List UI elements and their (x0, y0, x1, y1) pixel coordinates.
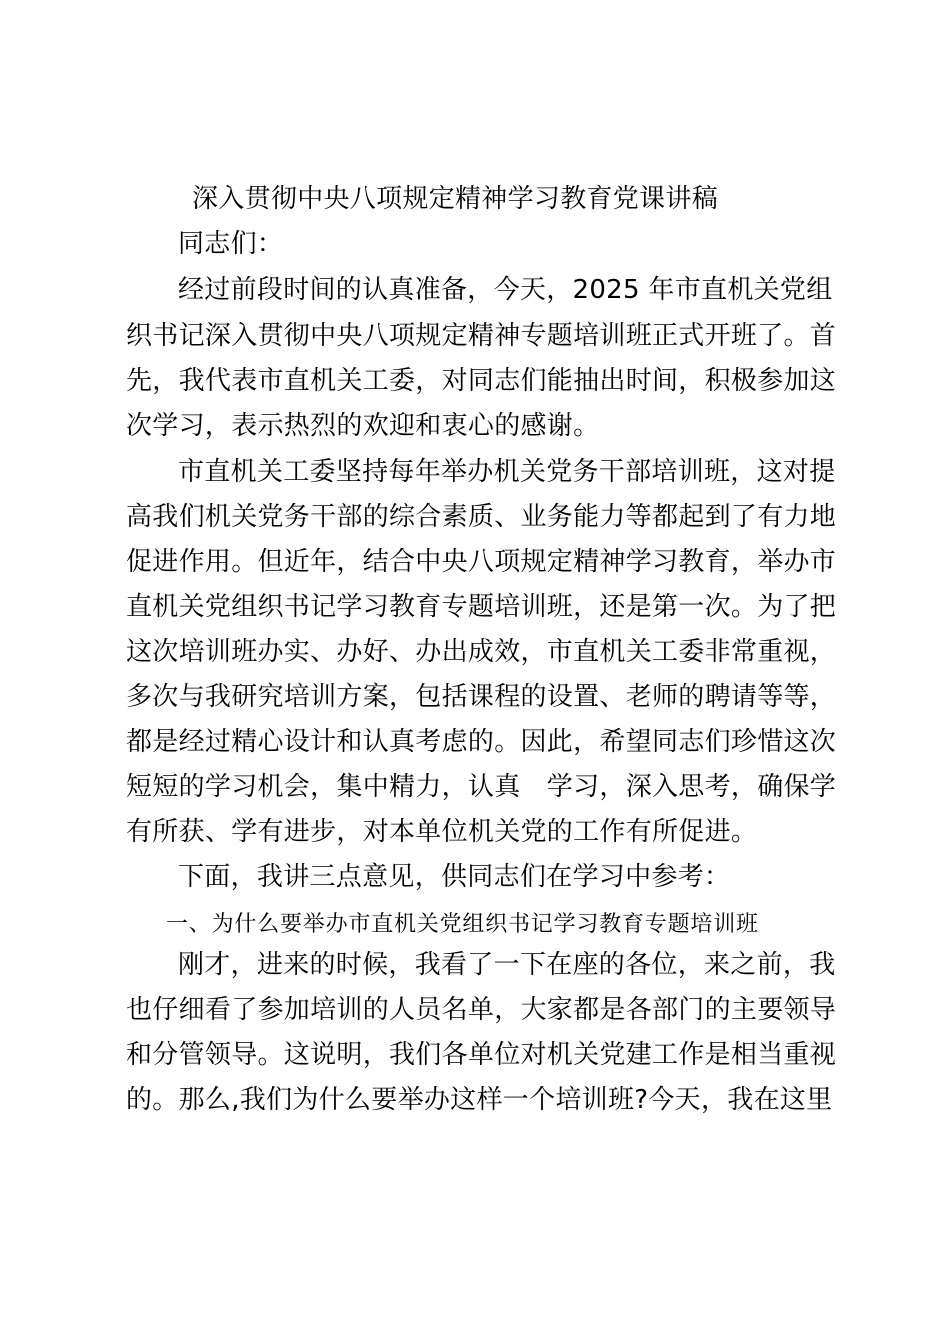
salutation-line: 同志们： (178, 229, 284, 259)
paragraph-line: 的。那么,我们为什么要举办这样一个培训班?今天，我在这里 (126, 1085, 833, 1115)
paragraph-line: 促进作用。但近年，结合中央八项规定精神学习教育，举办市 (126, 547, 837, 577)
paragraph-line: 都是经过精心设计和认真考虑的。因此，希望同志们珍惜这次 (126, 727, 837, 757)
paragraph-line: 刚才，进来的时候，我看了一下在座的各位，来之前，我 (178, 950, 836, 980)
document-title: 深入贯彻中央八项规定精神学习教育党课讲稿 (192, 184, 719, 214)
paragraph-line: 下面，我讲三点意见，供同志们在学习中参考： (178, 862, 731, 892)
paragraph-line: 短短的学习机会，集中精力，认真 学习，深入思考，确保学 (126, 772, 837, 802)
paragraph-line: 这次培训班办实、办好、办出成效，市直机关工委非常重视， (126, 637, 837, 667)
section-heading: 一、为什么要举办市直机关党组织书记学习教育专题培训班 (166, 912, 759, 937)
paragraph-line: 织书记深入贯彻中央八项规定精神专题培训班正式开班了。首 (126, 321, 837, 351)
paragraph-line: 高我们机关党务干部的综合素质、业务能力等都起到了有力地 (126, 502, 837, 532)
paragraph-line: 有所获、学有进步，对本单位机关党的工作有所促进。 (126, 817, 758, 847)
paragraph-line: 先，我代表市直机关工委，对同志们能抽出时间，积极参加这 (126, 366, 837, 396)
paragraph-line: 也仔细看了参加培训的人员名单，大家都是各部门的主要领导 (126, 995, 837, 1025)
paragraph-line: 市直机关工委坚持每年举办机关党务干部培训班，这对提 (178, 457, 836, 487)
paragraph-line: 多次与我研究培训方案，包括课程的设置、老师的聘请等等， (126, 682, 837, 712)
paragraph-line: 次学习，表示热烈的欢迎和衷心的感谢。 (126, 411, 600, 441)
paragraph-line: 直机关党组织书记学习教育专题培训班，还是第一次。为了把 (126, 592, 837, 622)
paragraph-line: 经过前段时间的认真准备，今天，2025 年市直机关党组 (178, 275, 833, 305)
paragraph-line: 和分管领导。这说明，我们各单位对机关党建工作是相当重视 (126, 1040, 837, 1070)
